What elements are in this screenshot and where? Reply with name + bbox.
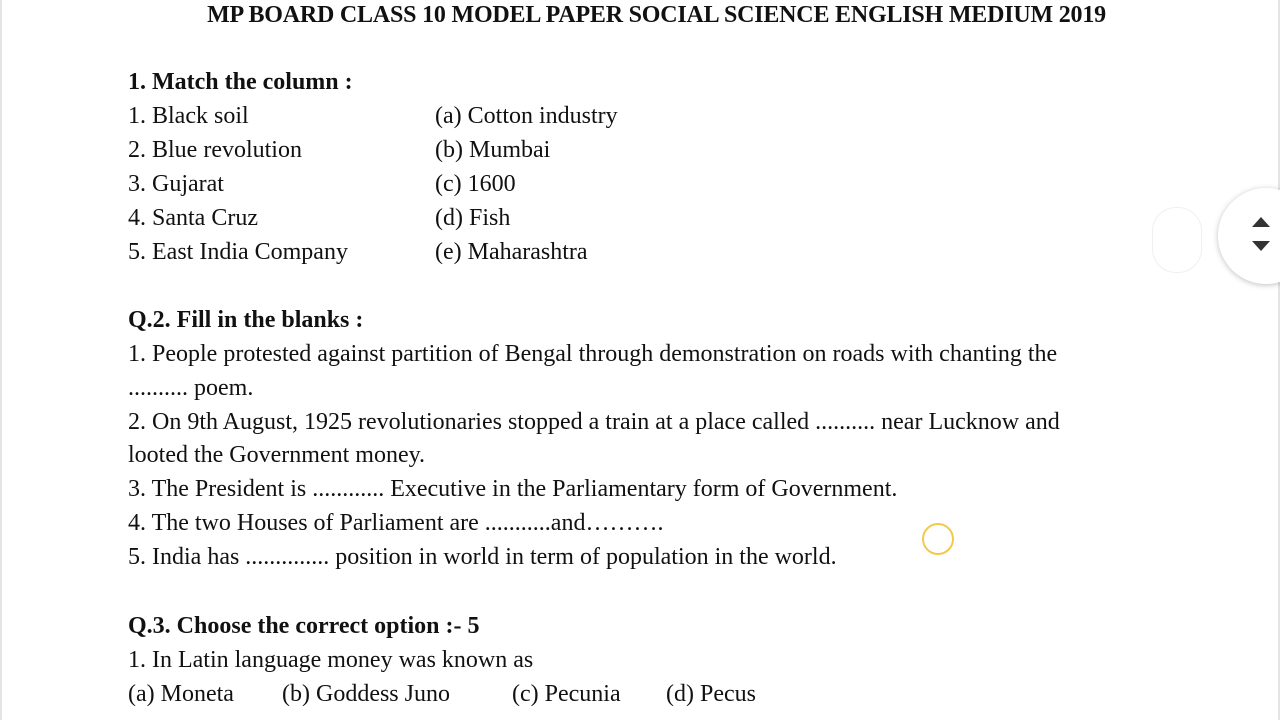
chevron-down-icon[interactable] <box>1252 241 1270 251</box>
q2-heading: Q.2. Fill in the blanks : <box>128 307 364 333</box>
q3-question: 1. In Latin language money was known as <box>128 647 534 673</box>
q3-option: (d) Pecus <box>666 681 756 707</box>
chevron-up-icon[interactable] <box>1252 217 1270 227</box>
q1-right-item: (a) Cotton industry <box>435 103 618 129</box>
q2-line: .......... poem. <box>128 375 254 401</box>
q1-left-item: 2. Blue revolution <box>128 137 302 163</box>
q2-line: 4. The two Houses of Parliament are ...........and………. <box>128 510 664 536</box>
q3-option: (c) Pecunia <box>512 681 621 707</box>
q2-line: 2. On 9th August, 1925 revolutionaries stopped a train at a place called .......... near Lucknow and <box>128 409 1060 435</box>
q2-line: 1. People protested against partition of Bengal through demonstration on roads with chanting the <box>128 341 1058 367</box>
q1-left-item: 3. Gujarat <box>128 171 224 197</box>
q2-line: looted the Government money. <box>128 442 426 468</box>
q1-left-item: 4. Santa Cruz <box>128 205 258 231</box>
document-title: MP BOARD CLASS 10 MODEL PAPER SOCIAL SCIENCE ENGLISH MEDIUM 2019 <box>207 2 1106 28</box>
q2-line: 3. The President is ............ Executive in the Parliamentary form of Government. <box>128 476 898 502</box>
q2-line: 5. India has .............. position in world in term of population in the world. <box>128 544 837 570</box>
q1-right-item: (c) 1600 <box>435 171 516 197</box>
q1-right-item: (e) Maharashtra <box>435 239 588 265</box>
floating-placeholder <box>1152 207 1202 273</box>
q3-option: (b) Goddess Juno <box>282 681 450 707</box>
q3-option: (a) Moneta <box>128 681 234 707</box>
touch-indicator <box>922 523 954 555</box>
q1-right-item: (b) Mumbai <box>435 137 551 163</box>
q1-left-item: 5. East India Company <box>128 239 348 265</box>
q1-heading: 1. Match the column : <box>128 69 353 95</box>
q3-heading: Q.3. Choose the correct option :- 5 <box>128 613 480 639</box>
q1-right-item: (d) Fish <box>435 205 511 231</box>
q1-left-item: 1. Black soil <box>128 103 249 129</box>
